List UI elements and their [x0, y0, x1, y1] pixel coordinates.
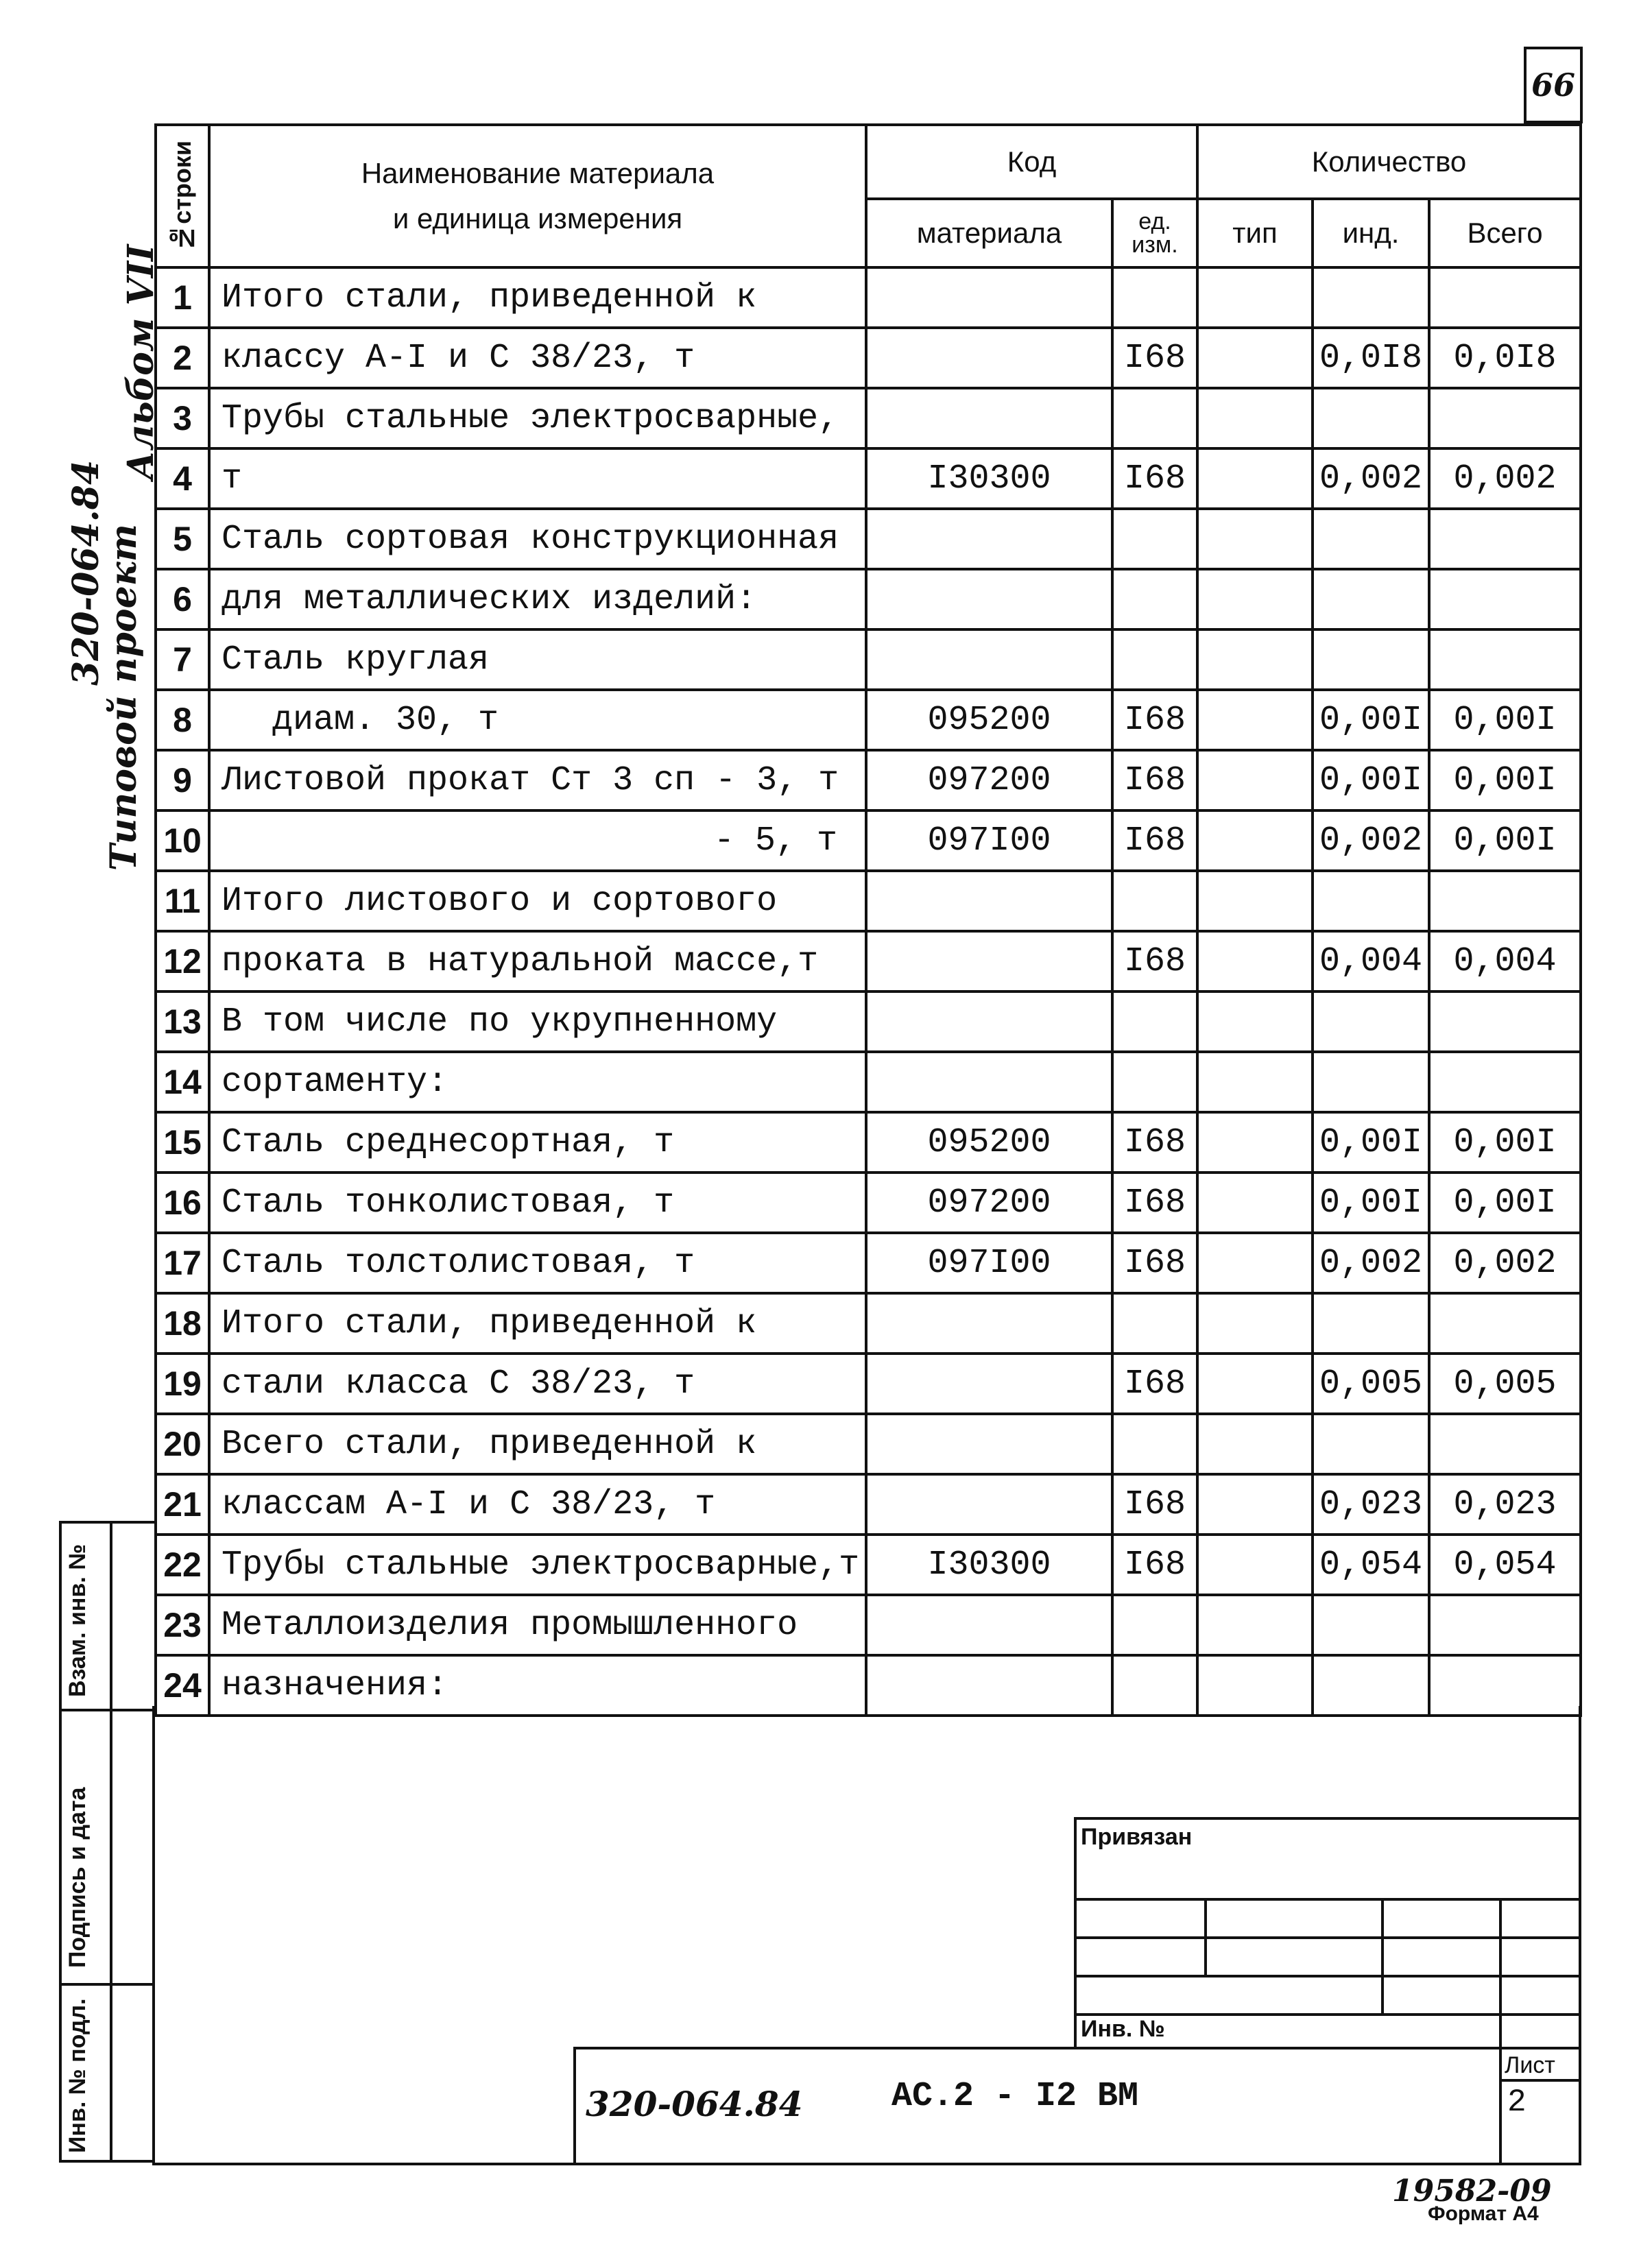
row-unit	[1112, 388, 1197, 448]
row-number: 20	[156, 1414, 209, 1474]
row-total: 0,023	[1429, 1474, 1581, 1535]
row-number: 4	[156, 448, 209, 509]
row-name: стали класса С 38/23, т	[209, 1354, 866, 1414]
row-ind: 0,002	[1313, 1233, 1429, 1293]
doc-handwritten-code: 320-064.84	[586, 2084, 803, 2124]
row-ind: 0,023	[1313, 1474, 1429, 1535]
table-row	[156, 509, 1581, 569]
row-ind: 0,054	[1313, 1535, 1429, 1595]
row-unit: I68	[1112, 1474, 1197, 1535]
row-type	[1197, 629, 1313, 690]
row-code	[866, 267, 1112, 328]
row-name: т	[209, 448, 866, 509]
row-code	[866, 328, 1112, 388]
row-number: 2	[156, 328, 209, 388]
row-unit: I68	[1112, 1173, 1197, 1233]
row-unit: I68	[1112, 690, 1197, 750]
row-unit: I68	[1112, 1112, 1197, 1173]
row-name: Трубы стальные электросварные,	[209, 388, 866, 448]
row-total	[1429, 1414, 1581, 1474]
table-row	[156, 1414, 1581, 1474]
row-code: 097200	[866, 750, 1112, 810]
row-unit: I68	[1112, 1233, 1197, 1293]
row-ind	[1313, 871, 1429, 931]
row-total	[1429, 509, 1581, 569]
row-name: Итого стали, приведенной к	[209, 1293, 866, 1354]
table-body	[156, 267, 1581, 1716]
row-total: 0,00I	[1429, 750, 1581, 810]
row-type	[1197, 509, 1313, 569]
row-type	[1197, 1112, 1313, 1173]
row-unit: I68	[1112, 810, 1197, 871]
sheet-box	[1499, 2049, 1581, 2165]
row-ind: 0,002	[1313, 448, 1429, 509]
table-row	[156, 388, 1581, 448]
row-code	[866, 1293, 1112, 1354]
sheet-label: Лист	[1502, 2049, 1581, 2082]
inv-podl-label: Инв. № подл.	[64, 1998, 91, 2153]
row-number: 18	[156, 1293, 209, 1354]
row-total	[1429, 1293, 1581, 1354]
row-type	[1197, 871, 1313, 931]
left-strip-divider	[110, 1524, 112, 2163]
row-unit: I68	[1112, 750, 1197, 810]
row-type	[1197, 1595, 1313, 1655]
row-type	[1197, 267, 1313, 328]
materials-table	[154, 123, 1582, 1717]
table-row	[156, 1052, 1581, 1112]
row-code	[866, 1354, 1112, 1414]
row-total	[1429, 629, 1581, 690]
row-number: 13	[156, 991, 209, 1052]
project-label: Типовой проект	[103, 524, 145, 871]
row-name: Сталь среднесортная, т	[209, 1112, 866, 1173]
row-number: 3	[156, 388, 209, 448]
row-type	[1197, 1293, 1313, 1354]
row-type	[1197, 1474, 1313, 1535]
row-total: 0,00I	[1429, 1112, 1581, 1173]
row-code: 097I00	[866, 1233, 1112, 1293]
table-row	[156, 569, 1581, 629]
row-ind	[1313, 1595, 1429, 1655]
row-name: проката в натуральной массе,т	[209, 931, 866, 991]
header-name-line1: Наименование материала	[361, 157, 715, 189]
row-type	[1197, 1354, 1313, 1414]
header-name	[209, 125, 866, 267]
row-type	[1197, 448, 1313, 509]
row-total: 0,002	[1429, 1233, 1581, 1293]
row-total	[1429, 1052, 1581, 1112]
project-code: 320-064.84	[65, 459, 107, 686]
row-total	[1429, 569, 1581, 629]
table-row	[156, 1595, 1581, 1655]
row-total: 0,0I8	[1429, 328, 1581, 388]
linked-block	[1074, 1817, 1581, 2047]
linked-grid-line	[1077, 1975, 1581, 1978]
row-code: 095200	[866, 1112, 1112, 1173]
row-unit	[1112, 509, 1197, 569]
row-total	[1429, 388, 1581, 448]
row-ind: 0,00I	[1313, 690, 1429, 750]
row-ind: 0,005	[1313, 1354, 1429, 1414]
header-name-line2: и единица измерения	[392, 202, 683, 235]
row-number: 23	[156, 1595, 209, 1655]
row-number: 1	[156, 267, 209, 328]
linked-grid-line	[1077, 1898, 1581, 1901]
page-number: 66	[1531, 67, 1575, 104]
row-type	[1197, 810, 1313, 871]
row-name: Всего стали, приведенной к	[209, 1414, 866, 1474]
row-total: 0,00I	[1429, 690, 1581, 750]
row-type	[1197, 1233, 1313, 1293]
row-code	[866, 629, 1112, 690]
inv-no-label: Инв. №	[1081, 2016, 1165, 2042]
title-stamp	[573, 2047, 1581, 2165]
row-unit	[1112, 1595, 1197, 1655]
row-code	[866, 1474, 1112, 1535]
row-ind	[1313, 267, 1429, 328]
row-total: 0,00I	[1429, 1173, 1581, 1233]
row-number: 16	[156, 1173, 209, 1233]
row-unit: I68	[1112, 1354, 1197, 1414]
row-code: 097200	[866, 1173, 1112, 1233]
header-code: Код	[866, 125, 1197, 199]
header-quantity: Количество	[1197, 125, 1581, 199]
row-number: 21	[156, 1474, 209, 1535]
row-ind	[1313, 1293, 1429, 1354]
row-number: 24	[156, 1655, 209, 1716]
row-type	[1197, 931, 1313, 991]
row-number: 11	[156, 871, 209, 931]
row-type	[1197, 690, 1313, 750]
table-row	[156, 1293, 1581, 1354]
row-type	[1197, 1414, 1313, 1474]
row-number: 12	[156, 931, 209, 991]
header-q-type: тип	[1197, 199, 1313, 267]
table-row	[156, 1233, 1581, 1293]
row-unit: I68	[1112, 328, 1197, 388]
table-row	[156, 267, 1581, 328]
linked-grid-line	[1381, 1898, 1384, 2015]
sheet-value: 2	[1507, 2084, 1527, 2120]
row-total: 0,00I	[1429, 810, 1581, 871]
row-type	[1197, 1173, 1313, 1233]
row-name: Сталь круглая	[209, 629, 866, 690]
row-type	[1197, 328, 1313, 388]
row-name: диам. 30, т	[209, 690, 866, 750]
row-code	[866, 871, 1112, 931]
table-row	[156, 1535, 1581, 1595]
row-name: для металлических изделий:	[209, 569, 866, 629]
row-code	[866, 991, 1112, 1052]
table-row	[156, 1112, 1581, 1173]
row-name: Трубы стальные электросварные,т	[209, 1535, 866, 1595]
header-q-total: Всего	[1429, 199, 1581, 267]
row-number: 17	[156, 1233, 209, 1293]
row-ind: 0,00I	[1313, 1112, 1429, 1173]
row-unit	[1112, 1052, 1197, 1112]
row-code: 095200	[866, 690, 1112, 750]
row-number: 15	[156, 1112, 209, 1173]
table-row	[156, 328, 1581, 388]
header-row-no	[156, 125, 209, 267]
row-ind	[1313, 388, 1429, 448]
row-total	[1429, 871, 1581, 931]
table-row	[156, 448, 1581, 509]
footer-code: 19582-09	[1392, 2174, 1552, 2209]
linked-label: Привязан	[1081, 1824, 1193, 1850]
row-name: Сталь толстолистовая, т	[209, 1233, 866, 1293]
row-type	[1197, 1535, 1313, 1595]
row-code: I30300	[866, 1535, 1112, 1595]
header-q-ind: инд.	[1313, 199, 1429, 267]
row-code	[866, 1414, 1112, 1474]
row-code	[866, 1052, 1112, 1112]
row-name: классам А-I и С 38/23, т	[209, 1474, 866, 1535]
row-total	[1429, 267, 1581, 328]
row-number: 7	[156, 629, 209, 690]
row-unit: I68	[1112, 1535, 1197, 1595]
row-unit	[1112, 1293, 1197, 1354]
row-name: классу А-I и С 38/23, т	[209, 328, 866, 388]
table-row	[156, 750, 1581, 810]
row-number: 19	[156, 1354, 209, 1414]
row-number: 14	[156, 1052, 209, 1112]
row-code: I30300	[866, 448, 1112, 509]
row-total	[1429, 1595, 1581, 1655]
row-name: сортаменту:	[209, 1052, 866, 1112]
row-total: 0,004	[1429, 931, 1581, 991]
row-ind: 0,002	[1313, 810, 1429, 871]
row-code: 097I00	[866, 810, 1112, 871]
row-number: 8	[156, 690, 209, 750]
table-row	[156, 690, 1581, 750]
header-row-no-text: №строки	[168, 140, 196, 252]
row-unit	[1112, 991, 1197, 1052]
vzam-inv-label: Взам. инв. №	[64, 1543, 91, 1697]
row-type	[1197, 388, 1313, 448]
row-ind	[1313, 1414, 1429, 1474]
row-name: Итого листового и сортового	[209, 871, 866, 931]
header-code-material: материала	[866, 199, 1112, 267]
album-label: Альбом VII	[120, 244, 162, 480]
row-total	[1429, 991, 1581, 1052]
row-unit: I68	[1112, 931, 1197, 991]
row-total: 0,002	[1429, 448, 1581, 509]
row-number: 5	[156, 509, 209, 569]
row-type	[1197, 750, 1313, 810]
row-name: Металлоизделия промышленного	[209, 1595, 866, 1655]
row-ind	[1313, 991, 1429, 1052]
row-name: Сталь тонколистовая, т	[209, 1173, 866, 1233]
linked-grid-line	[1499, 1898, 1502, 2049]
row-unit	[1112, 629, 1197, 690]
row-code	[866, 569, 1112, 629]
table-row	[156, 871, 1581, 931]
row-ind	[1313, 629, 1429, 690]
row-code	[866, 509, 1112, 569]
table-row	[156, 810, 1581, 871]
row-total: 0,005	[1429, 1354, 1581, 1414]
row-code	[866, 931, 1112, 991]
row-name: Листовой прокат Ст 3 сп - 3, т	[209, 750, 866, 810]
row-unit: I68	[1112, 448, 1197, 509]
row-type	[1197, 991, 1313, 1052]
row-code	[866, 388, 1112, 448]
podpis-data-label: Подпись и дата	[64, 1787, 91, 1968]
row-number: 10	[156, 810, 209, 871]
row-code	[866, 1595, 1112, 1655]
linked-grid-line	[1077, 1936, 1581, 1939]
row-number: 9	[156, 750, 209, 810]
row-name: назначения:	[209, 1655, 866, 1716]
row-unit	[1112, 267, 1197, 328]
row-unit	[1112, 871, 1197, 931]
row-total: 0,054	[1429, 1535, 1581, 1595]
table-row	[156, 1474, 1581, 1535]
row-number: 22	[156, 1535, 209, 1595]
row-name: Итого стали, приведенной к	[209, 267, 866, 328]
row-unit	[1112, 1414, 1197, 1474]
table-row	[156, 629, 1581, 690]
row-ind	[1313, 1052, 1429, 1112]
table-row	[156, 991, 1581, 1052]
page-number-box	[1524, 47, 1583, 123]
table-row	[156, 1173, 1581, 1233]
row-ind: 0,004	[1313, 931, 1429, 991]
row-name: В том числе по укрупненному	[209, 991, 866, 1052]
row-ind	[1313, 569, 1429, 629]
row-ind: 0,00I	[1313, 750, 1429, 810]
header-code-unit: ед. изм.	[1112, 199, 1197, 267]
row-name: Сталь сортовая конструкционная	[209, 509, 866, 569]
row-ind: 0,00I	[1313, 1173, 1429, 1233]
row-name: - 5, т	[209, 810, 866, 871]
row-number: 6	[156, 569, 209, 629]
linked-grid-line	[1204, 1898, 1207, 1976]
row-ind	[1313, 509, 1429, 569]
row-ind: 0,0I8	[1313, 328, 1429, 388]
table-row	[156, 1354, 1581, 1414]
doc-code: АС.2 - I2 ВМ	[891, 2077, 1139, 2116]
row-type	[1197, 1052, 1313, 1112]
row-unit	[1112, 569, 1197, 629]
table-row	[156, 931, 1581, 991]
footer-format: Формат А4	[1428, 2202, 1539, 2225]
row-type	[1197, 569, 1313, 629]
